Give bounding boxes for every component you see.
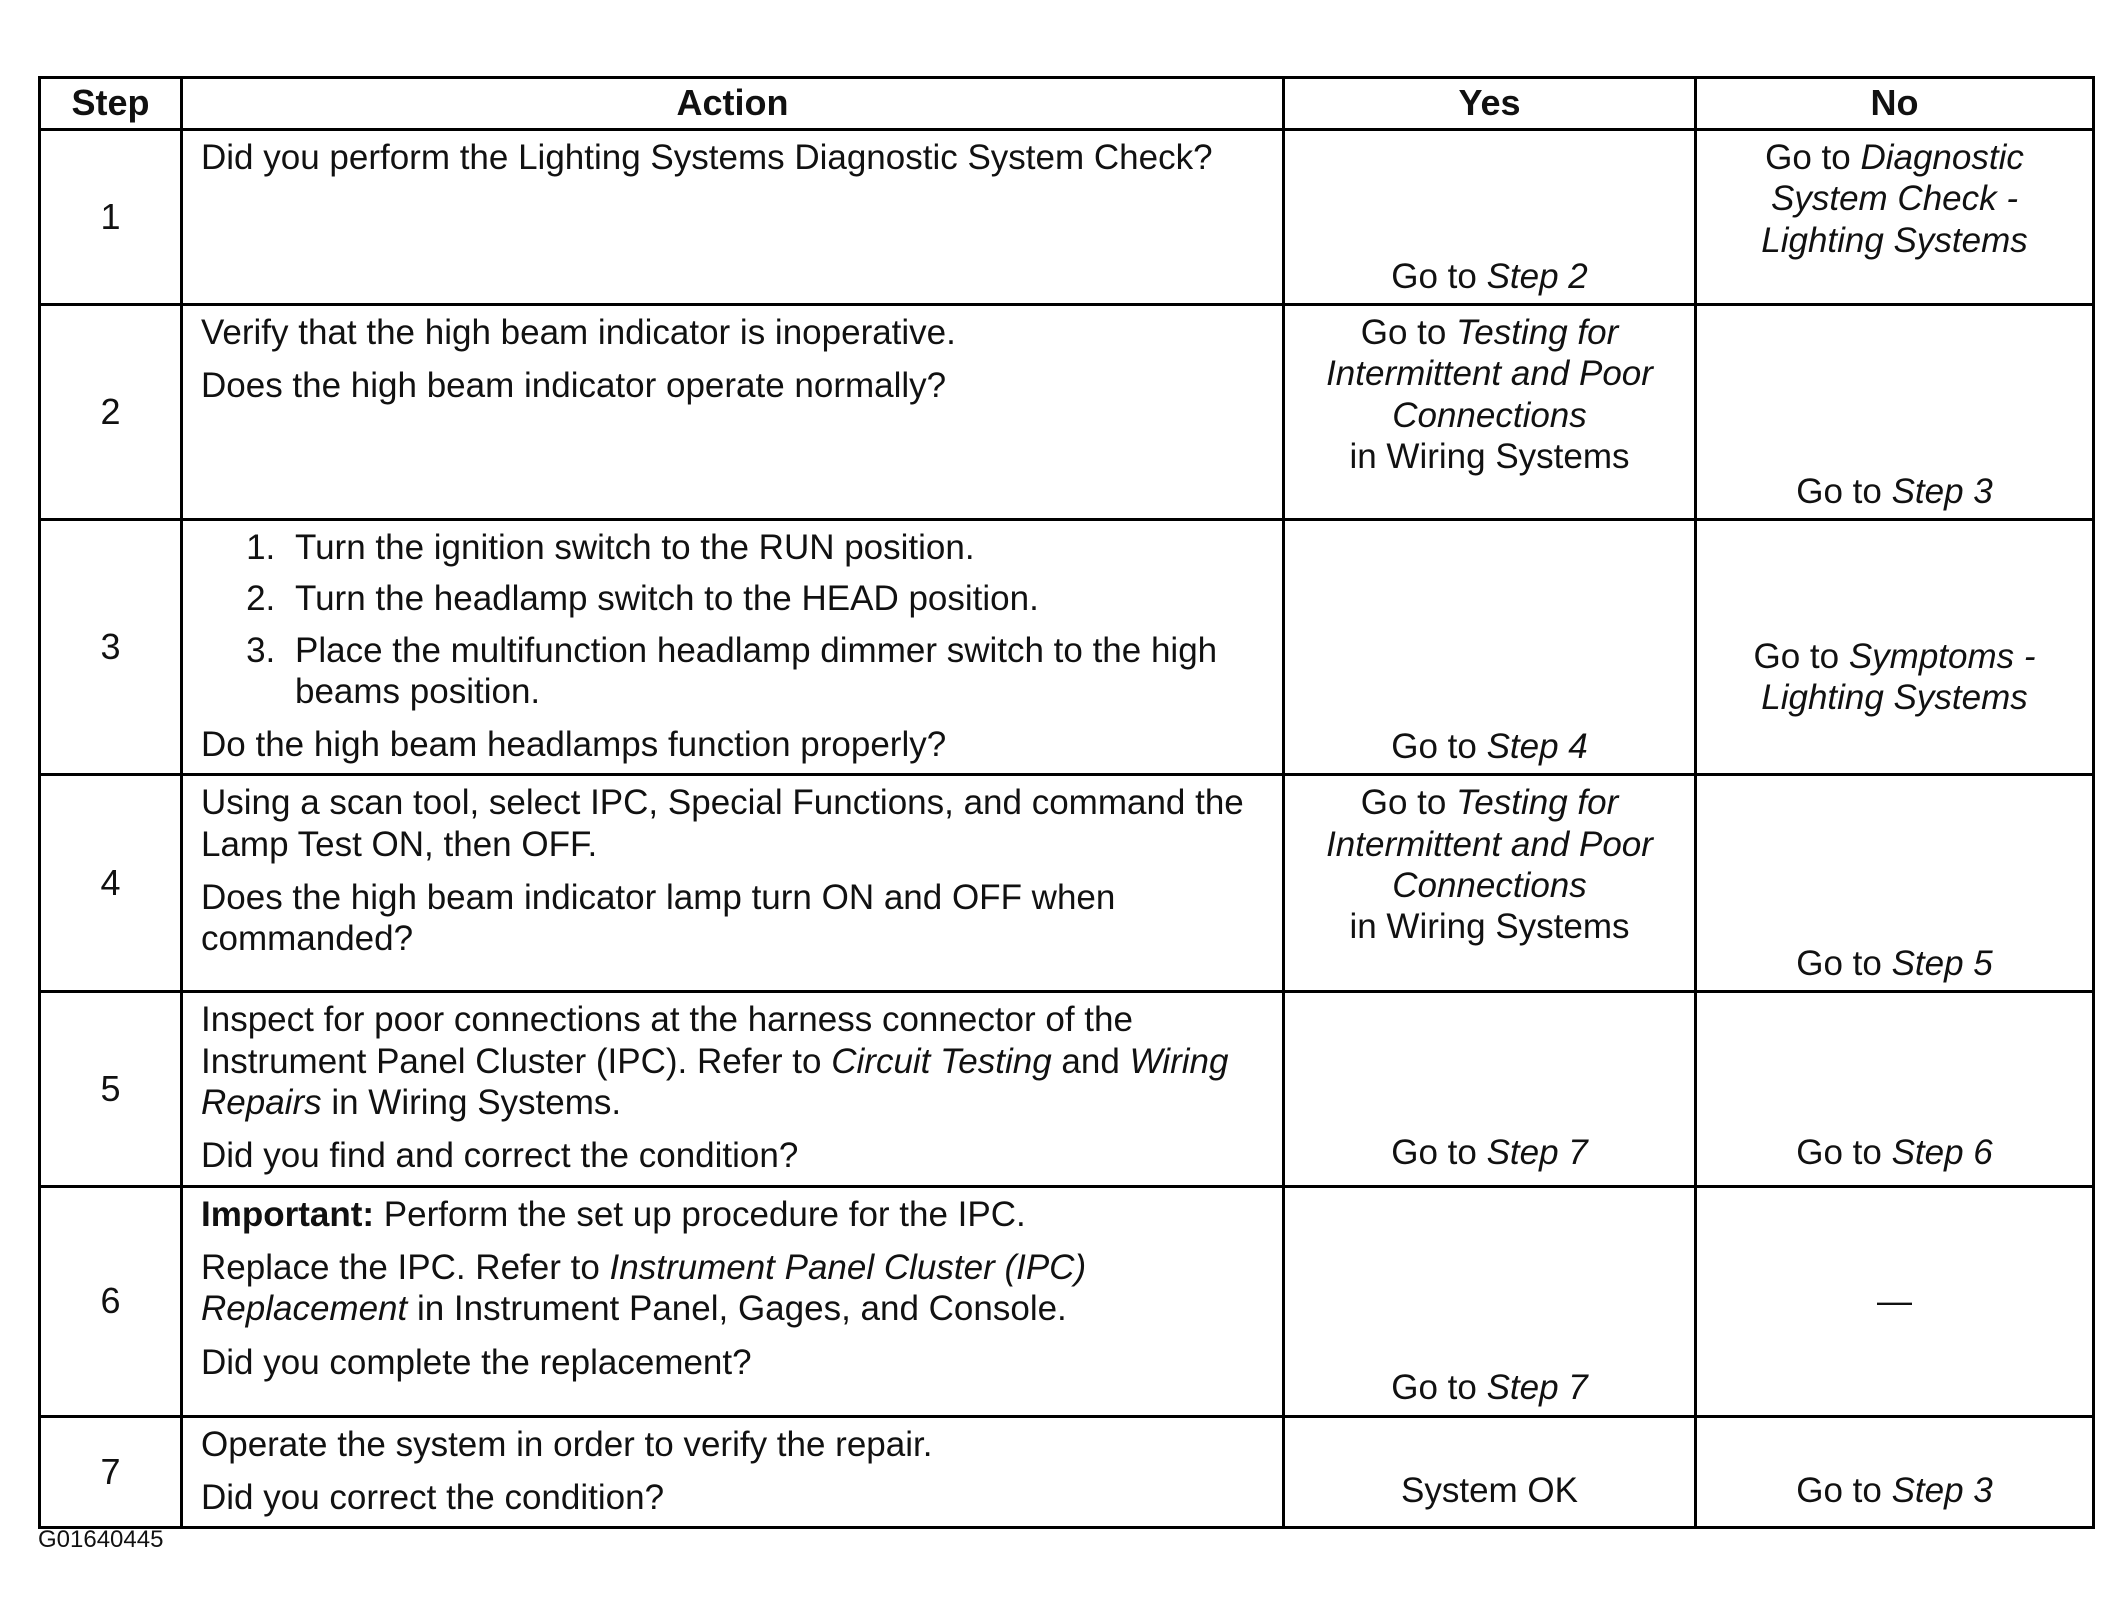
- action-cell: [182, 1416, 1284, 1528]
- yes-cell: [1284, 130, 1696, 305]
- diagnostic-table: [38, 76, 2095, 1529]
- header-no: No: [1696, 78, 2094, 130]
- step-link[interactable]: Step 6: [1891, 1133, 1993, 1173]
- table-row: [40, 992, 2094, 1186]
- step-link[interactable]: Step 3: [1891, 471, 1993, 511]
- table-header-row: [40, 78, 2094, 130]
- yes-cell: [1284, 305, 1696, 520]
- table-row: [40, 1186, 2094, 1416]
- table-row: [40, 305, 2094, 520]
- action-text: Operate the system in order to verify the repair.: [201, 1424, 933, 1464]
- step-link[interactable]: Step 4: [1486, 726, 1588, 766]
- step-number: 7: [40, 1416, 182, 1528]
- yes-result: Go to Step 2: [1391, 256, 1588, 296]
- action-question: Did you correct the condition?: [201, 1477, 665, 1517]
- no-result: Go to Diagnostic System Check - Lighting Systems: [1761, 138, 2028, 260]
- list-item: 3. Place the multifunction headlamp dimmer switch to the high beams position.: [285, 630, 1264, 713]
- step-number: 3: [40, 520, 182, 775]
- procedure-link[interactable]: Diagnostic System Check - Lighting Systems: [1761, 138, 2028, 260]
- action-question: Does the high beam indicator operate normally?: [201, 366, 947, 406]
- action-cell: [182, 130, 1284, 305]
- step-link[interactable]: Step 5: [1891, 944, 1993, 984]
- action-question: Does the high beam indicator lamp turn ON and OFF when commanded?: [201, 878, 1116, 959]
- step-link[interactable]: Step 2: [1486, 256, 1588, 296]
- yes-cell: [1284, 775, 1696, 992]
- step-number: 5: [40, 992, 182, 1186]
- action-step-list: [201, 527, 1264, 712]
- no-cell: [1696, 992, 2094, 1186]
- yes-result: Go to Step 7: [1391, 1133, 1588, 1173]
- action-text: Replace the IPC. Refer to Instrument Panel Cluster (IPC) Replacement in Instrument Panel, Gages, and Console.: [201, 1247, 1087, 1329]
- procedure-link[interactable]: Wiring Repairs: [201, 1041, 1229, 1123]
- action-text: Inspect for poor connections at the harness connector of the Instrument Panel Cluster (IPC). Refer to Circuit Testing and Wiring Repairs in Wiring Systems.: [201, 1000, 1229, 1123]
- yes-result: Go to Step 7: [1391, 1368, 1588, 1408]
- action-cell: [182, 520, 1284, 775]
- yes-cell: [1284, 992, 1696, 1186]
- table-row: [40, 1416, 2094, 1528]
- no-result: Go to Step 5: [1796, 944, 1993, 984]
- yes-cell: [1284, 1416, 1696, 1528]
- list-item: 1. Turn the ignition switch to the RUN position.: [285, 527, 1264, 568]
- step-link[interactable]: Step 7: [1486, 1133, 1588, 1173]
- step-number: 2: [40, 305, 182, 520]
- procedure-link[interactable]: Symptoms - Lighting Systems: [1761, 636, 2036, 717]
- no-result: Go to Step 3: [1796, 1471, 1993, 1511]
- action-text: Verify that the high beam indicator is inoperative.: [201, 313, 956, 352]
- no-result: —: [1877, 1281, 1912, 1321]
- procedure-link[interactable]: Instrument Panel Cluster (IPC) Replacement: [201, 1247, 1087, 1329]
- no-cell: [1696, 1416, 2094, 1528]
- action-question: Did you complete the replacement?: [201, 1342, 752, 1382]
- header-step: Step: [40, 78, 182, 130]
- yes-result: Go to Testing for Intermittent and Poor Connections in Wiring Systems: [1326, 313, 1653, 476]
- action-text: Using a scan tool, select IPC, Special Functions, and command the Lamp Test ON, then OFF.: [201, 783, 1244, 864]
- procedure-link[interactable]: Circuit Testing: [831, 1041, 1052, 1081]
- yes-cell: [1284, 520, 1696, 775]
- yes-result: Go to Testing for Intermittent and Poor Connections in Wiring Systems: [1326, 783, 1653, 947]
- important-label: Important:: [201, 1194, 375, 1234]
- table-row: [40, 775, 2094, 992]
- yes-cell: [1284, 1186, 1696, 1416]
- no-cell: [1696, 130, 2094, 305]
- action-cell: [182, 992, 1284, 1186]
- step-number: 4: [40, 775, 182, 992]
- table-row: [40, 130, 2094, 305]
- step-number: 1: [40, 130, 182, 305]
- yes-result: System OK: [1401, 1471, 1578, 1511]
- action-question: Did you find and correct the condition?: [201, 1136, 799, 1176]
- procedure-link[interactable]: Testing for Intermittent and Poor Connections: [1326, 783, 1653, 906]
- action-cell: [182, 775, 1284, 992]
- step-number: 6: [40, 1186, 182, 1416]
- header-action: Action: [182, 78, 1284, 130]
- table-row: [40, 520, 2094, 775]
- action-cell: [182, 305, 1284, 520]
- no-result: Go to Symptoms - Lighting Systems: [1753, 636, 2036, 717]
- action-cell: [182, 1186, 1284, 1416]
- header-yes: Yes: [1284, 78, 1696, 130]
- no-cell: [1696, 775, 2094, 992]
- list-item: 2. Turn the headlamp switch to the HEAD position.: [285, 578, 1264, 619]
- action-text: Did you perform the Lighting Systems Diagnostic System Check?: [201, 138, 1213, 177]
- step-link[interactable]: Step 3: [1891, 1471, 1993, 1511]
- no-result: Go to Step 3: [1796, 471, 1993, 511]
- no-result: Go to Step 6: [1796, 1133, 1993, 1173]
- figure-id: G01640445: [38, 1526, 164, 1553]
- no-cell: [1696, 520, 2094, 775]
- no-cell: [1696, 1186, 2094, 1416]
- no-cell: [1696, 305, 2094, 520]
- step-link[interactable]: Step 7: [1486, 1368, 1588, 1408]
- important-note: Important: Perform the set up procedure for the IPC.: [201, 1194, 1026, 1234]
- action-question: Do the high beam headlamps function properly?: [201, 725, 947, 765]
- yes-result: Go to Step 4: [1391, 726, 1588, 766]
- procedure-link[interactable]: Testing for Intermittent and Poor Connections: [1326, 313, 1653, 435]
